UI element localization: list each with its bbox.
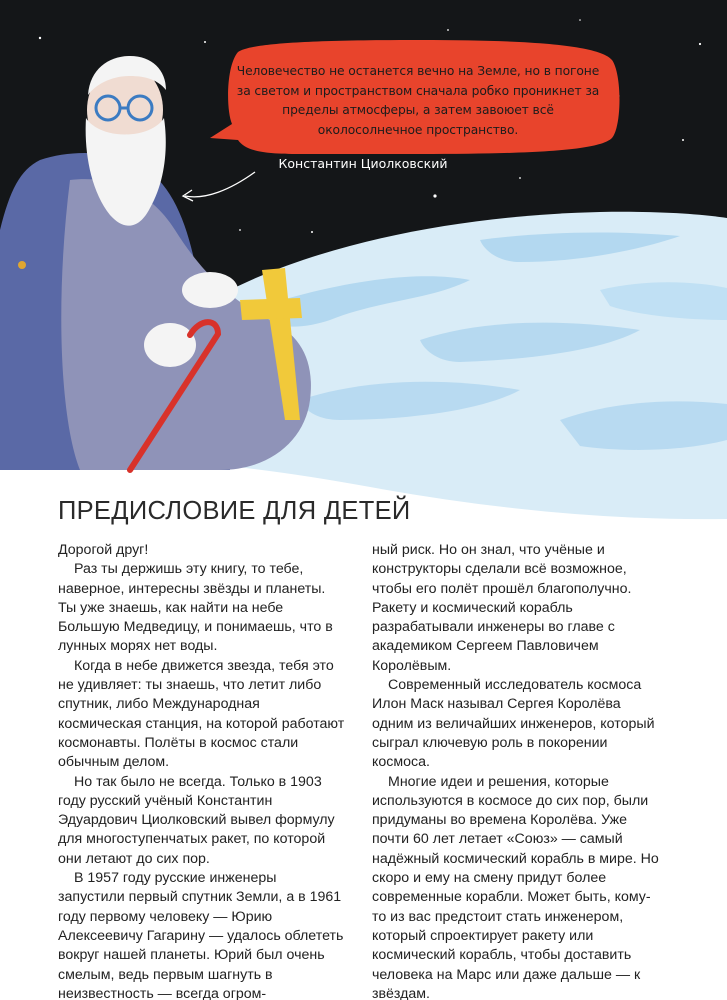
paragraph: Но так было не всегда. Только в 1903 году русский учёный Константин Эдуардович Циолковский вывел формулу для многоступенчатых ракет, по которой они летают до сих пор. — [58, 773, 335, 867]
greeting-paragraph: Дорогой друг! — [58, 542, 149, 558]
quote-author: Константин Циолковский — [278, 156, 448, 171]
paragraph: Современный исследователь космоса Илон Маск называл Сергея Королёва одним из величайших инженеров, который сыграл ключевую роль в покорении космоса. — [372, 677, 655, 771]
paragraph: Когда в небе движется звезда, тебя это не удивляет: ты знаешь, что летит либо спутник, либо Международная космическая станция, на которой работают космонавты. Полёты в космос стали обычным делом. — [58, 657, 345, 771]
quote-text: Человечество не останется вечно на Земле, но в погоне за светом и пространством сначала робко проникнет за пределы атмосферы, а затем завоюет всё околосолнечное пространство. — [236, 64, 600, 137]
paragraph: В 1957 году русские инженеры запустили первый спутник Земли, а в 1961 году первому человеку — Юрию Алексеевичу Гагарину — удалось облететь вокруг нашей планеты. Юрий был очень смелым, ведь первым шагнуть в неизвестность — всегда огром- — [58, 870, 344, 1000]
paragraph: Раз ты держишь эту книгу, то тебе, наверное, интересны звёзды и планеты. Ты уже знаешь, как найти на небе Большую Медведицу, и понимаешь, что в лунных морях нет воды. — [58, 561, 333, 655]
page-heading: ПРЕДИСЛОВИЕ ДЛЯ ДЕТЕЙ — [58, 497, 411, 525]
paragraph: ный риск. Но он знал, что учёные и конструкторы сделали всё возможное, чтобы его полёт прошёл благополучно. Ракету и космический корабль разрабатывали инженеры во главе с академиком Сергеем Павловичем Королёвым. — [372, 542, 632, 674]
left-column — [58, 541, 346, 1000]
paragraph: Многие идеи и решения, которые используются в космосе до сих пор, были придуманы во времена Королёва. Уже почти 60 лет летает «Союз» — самый надёжный космический корабль в мире. Но скоро и ему на смену придут более современные корабли. Может быть, кому-то из вас предстоит стать инженером, который спроектирует ракету или космический корабль, чтобы доставить человека на Марс или даже дальше — к звёздам. — [372, 773, 659, 1000]
right-column — [372, 541, 660, 1000]
